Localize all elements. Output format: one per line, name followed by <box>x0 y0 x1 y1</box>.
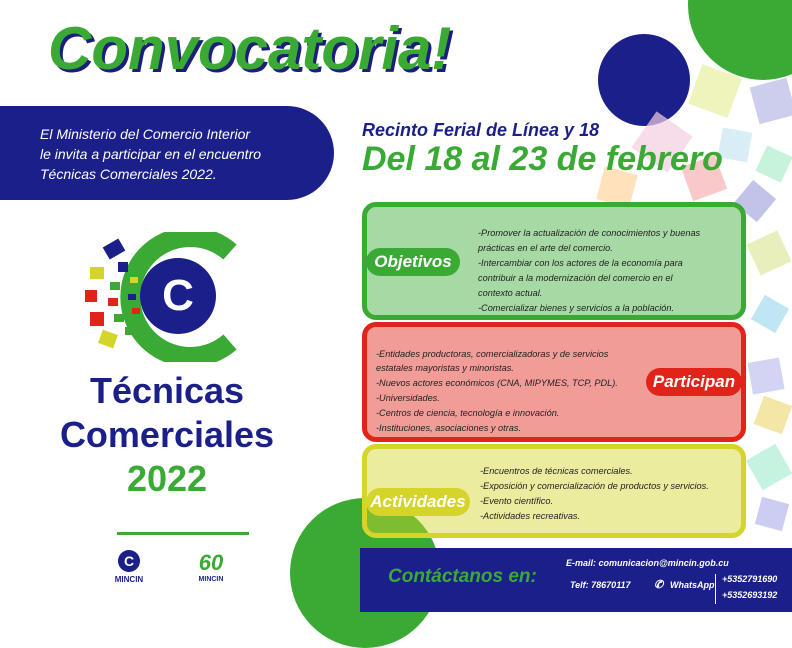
participan-item: estatales mayoristas y minoristas. <box>376 363 514 373</box>
objetivos-item: prácticas en el arte del comercio. <box>478 243 613 253</box>
page-title: Convocatoria! <box>48 15 452 82</box>
logo-letter: C <box>140 258 216 334</box>
anniversary-logo <box>186 552 236 592</box>
brand-name-line-2: Comerciales <box>59 414 275 455</box>
divider <box>117 532 249 535</box>
invitation-line-2: le invita a participar en el encuentro <box>40 146 262 162</box>
event-dates: Del 18 al 23 de febrero <box>362 140 723 178</box>
event-logo <box>80 232 250 362</box>
invitation-line-1: El Ministerio del Comercio Interior <box>40 126 251 142</box>
mincin-logo <box>104 550 154 590</box>
invitation-line-3: Técnicas Comerciales 2022. <box>40 166 217 182</box>
brand-year: 2022 <box>126 458 208 499</box>
participan-item: -Nuevos actores económicos (CNA, MIPYMES, TCP, PDL). <box>376 378 618 388</box>
whatsapp-number[interactable]: +5352693192 <box>722 590 778 600</box>
contact-bar <box>360 548 792 612</box>
actividades-item: -Actividades recreativas. <box>480 511 581 521</box>
mincin-logo-text: MINCIN <box>114 575 144 584</box>
whatsapp-number[interactable]: +5352791690 <box>722 574 778 584</box>
participan-item: -Universidades. <box>376 393 440 403</box>
objetivos-item: contexto actual. <box>478 288 543 298</box>
anniversary-number: 60 <box>198 550 224 575</box>
mincin-logo-mark: C <box>118 550 140 572</box>
contact-title: Contáctanos en: <box>388 566 537 587</box>
participan-item: -Centros de ciencia, tecnología e innovación. <box>376 408 560 418</box>
anniversary-label: MINCIN <box>198 576 224 583</box>
actividades-item: -Encuentros de técnicas comerciales. <box>480 466 633 476</box>
objetivos-item: -Intercambiar con los actores de la economía para <box>478 258 683 268</box>
navy-circle <box>598 34 690 126</box>
whatsapp-icon: ✆ <box>654 579 664 591</box>
objetivos-item: contribuir a la modernización del comercio en el <box>478 273 673 283</box>
invitation-banner <box>0 106 334 200</box>
event-venue: Recinto Ferial de Línea y 18 <box>362 120 600 140</box>
objetivos-item: -Comercializar bienes y servicios a la población. <box>478 303 675 313</box>
brand-name-line-1: Técnicas <box>89 370 245 411</box>
objetivos-item: -Promover la actualización de conocimientos y buenas <box>478 228 701 238</box>
participan-item: -Instituciones, asociaciones y otras. <box>376 423 522 433</box>
contact-divider <box>715 574 716 604</box>
contact-phone[interactable]: Telf: 78670117 <box>570 580 631 590</box>
actividades-label: Actividades <box>366 488 470 516</box>
actividades-item: -Exposición y comercialización de productos y servicios. <box>480 481 709 491</box>
objetivos-label: Objetivos <box>366 248 460 276</box>
contact-email[interactable]: E-mail: comunicacion@mincin.gob.cu <box>566 558 729 568</box>
whatsapp-label: WhatsApp <box>670 580 715 590</box>
participan-label: Participan <box>646 368 742 396</box>
participan-item: -Entidades productoras, comercializadoras y de servicios <box>376 349 609 359</box>
actividades-item: -Evento científico. <box>480 496 554 506</box>
